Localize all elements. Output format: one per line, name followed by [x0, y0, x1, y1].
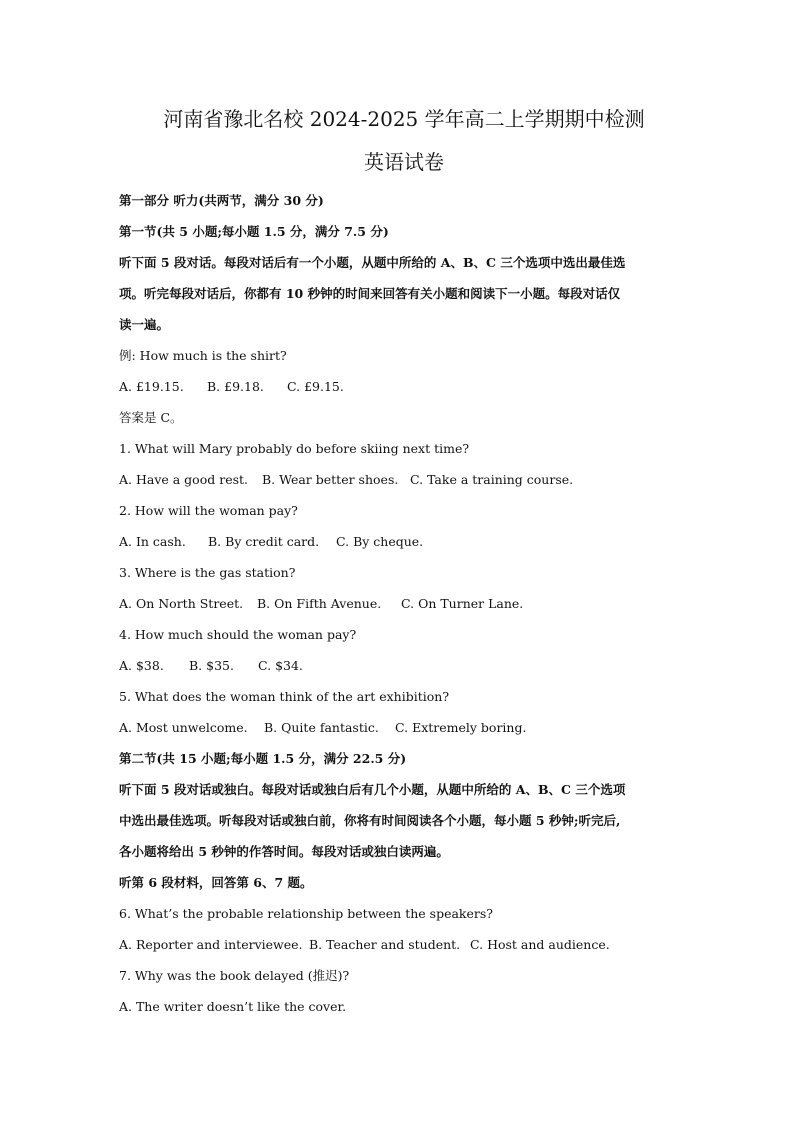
section2-heading: 第二节(共 15 小题;每小题 1.5 分，满分 22.5 分) — [119, 751, 407, 766]
exam-page — [119, 100, 689, 1022]
option-a: A. Reporter and interviewee. — [119, 937, 303, 952]
option-c: C. $34. — [258, 658, 303, 673]
option-c: C. On Turner Lane. — [401, 596, 524, 611]
section1-instruction-3: 读一遍。 — [119, 317, 170, 332]
option-a: A. The writer doesn’t like the cover. — [119, 999, 347, 1014]
example-answer: 答案是 C。 — [119, 410, 183, 425]
option-a: A. Most unwelcome. — [119, 720, 248, 735]
question-6-options — [119, 929, 689, 960]
option-a: A. In cash. — [119, 534, 186, 549]
section2-instruction-3: 各小题将给出 5 秒钟的作答时间。每段对话或独白读两遍。 — [119, 844, 449, 859]
section1-instruction-1: 听下面 5 段对话。每段对话后有一个小题，从题中所给的 A、B、C 三个选项中选出最佳选 — [119, 255, 626, 270]
option-b: B. Teacher and student. — [309, 937, 461, 952]
example-question: 例: How much is the shirt? — [119, 348, 287, 363]
question-6: 6. What’s the probable relationship between the speakers? — [119, 906, 493, 921]
option-c: C. £9.15. — [287, 379, 344, 394]
option-b: B. On Fifth Avenue. — [257, 596, 382, 611]
part-heading: 第一部分 听力(共两节，满分 30 分) — [119, 193, 324, 208]
question-7-options — [119, 991, 689, 1022]
question-4: 4. How much should the woman pay? — [119, 627, 357, 642]
option-a: A. On North Street. — [119, 596, 244, 611]
question-1: 1. What will Mary probably do before skiing next time? — [119, 441, 470, 456]
example-options — [119, 371, 689, 402]
option-b: B. $35. — [189, 658, 234, 673]
section1-heading: 第一节(共 5 小题;每小题 1.5 分，满分 7.5 分) — [119, 224, 389, 239]
question-2: 2. How will the woman pay? — [119, 503, 298, 518]
option-a: A. £19.15. — [119, 379, 184, 394]
option-b: B. £9.18. — [207, 379, 264, 394]
option-b: B. By credit card. — [208, 534, 320, 549]
section2-instruction-1: 听下面 5 段对话或独白。每段对话或独白后有几个小题，从题中所给的 A、B、C 三个选项 — [119, 782, 626, 797]
question-3: 3. Where is the gas station? — [119, 565, 296, 580]
option-c: C. Take a training course. — [410, 472, 574, 487]
question-5-options — [119, 712, 689, 743]
option-b: B. Quite fantastic. — [264, 720, 379, 735]
question-4-options — [119, 650, 689, 681]
question-3-options — [119, 588, 689, 619]
exam-subtitle: 英语试卷 — [364, 150, 444, 174]
question-7: 7. Why was the book delayed (推迟)? — [119, 968, 350, 983]
question-2-options — [119, 526, 689, 557]
option-a: A. Have a good rest. — [119, 472, 248, 487]
material-6-heading: 听第 6 段材料，回答第 6、7 题。 — [119, 875, 313, 890]
section1-instruction-2: 项。听完每段对话后，你都有 10 秒钟的时间来回答有关小题和阅读下一小题。每段对话仅 — [119, 286, 621, 301]
option-c: C. Host and audience. — [470, 937, 610, 952]
question-5: 5. What does the woman think of the art exhibition? — [119, 689, 450, 704]
option-c: C. Extremely boring. — [395, 720, 527, 735]
question-1-options — [119, 464, 689, 495]
option-c: C. By cheque. — [336, 534, 424, 549]
option-a: A. $38. — [119, 658, 164, 673]
section2-instruction-2: 中选出最佳选项。听每段对话或独白前，你将有时间阅读各个小题，每小题 5 秒钟;听完后, — [119, 813, 621, 828]
exam-title: 河南省豫北名校 2024-2025 学年高二上学期期中检测 — [163, 107, 645, 131]
option-b: B. Wear better shoes. — [262, 472, 399, 487]
